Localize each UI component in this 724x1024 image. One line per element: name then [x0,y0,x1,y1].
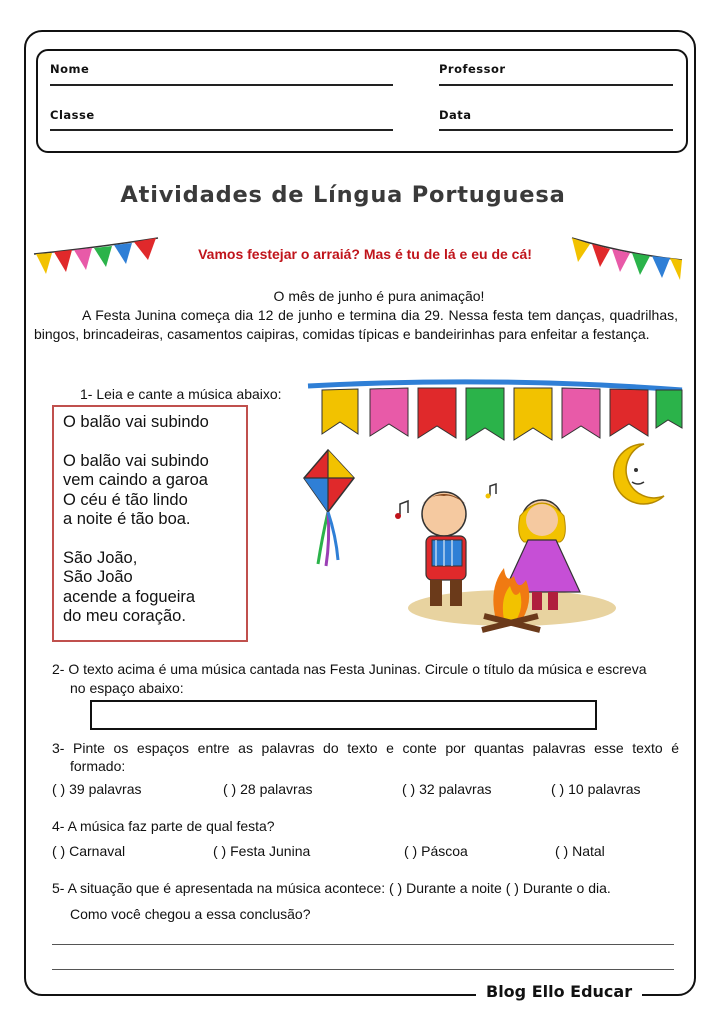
q3-option-39[interactable]: ( ) 39 palavras [52,781,142,797]
question-2-line1: 2- O texto acima é uma música cantada nas Festa Juninas. Circule o título da música e escreva [52,661,647,677]
q4-option-festa-junina[interactable]: ( ) Festa Junina [213,843,311,859]
q3-option-10[interactable]: ( ) 10 palavras [551,781,641,797]
song-line: O céu é tão lindo [63,490,188,509]
festa-junina-dancers-icon [392,480,622,650]
song-line: São João, [63,548,138,567]
question-3-line2: formado: [70,758,126,774]
song-line: do meu coração. [63,607,186,625]
q4-option-natal[interactable]: ( ) Natal [555,843,605,859]
name-line[interactable] [50,84,393,86]
date-line[interactable] [439,129,673,131]
song-line: acende a fogueira [63,587,196,606]
teacher-label: Professor [439,62,506,76]
q4-option-pascoa[interactable]: ( ) Páscoa [404,843,468,859]
q3-option-32[interactable]: ( ) 32 palavras [402,781,492,797]
footer-brand: Blog Ello Educar [476,982,642,1001]
intro-heading: O mês de junho é pura animação! [273,288,485,304]
page-title: Atividades de Língua Portuguesa [120,182,566,208]
class-label: Classe [50,108,95,122]
name-label: Nome [50,62,90,76]
question-5-line1: 5- A situação que é apresentada na música acontece: ( ) Durante a noite ( ) Durante o dia. [52,880,611,896]
song-box [52,405,248,642]
class-line[interactable] [50,129,393,131]
question-3-line1: 3- Pinte os espaços entre as palavras do texto e conte por quantas palavras esse texto é [52,740,679,756]
song-line: São João [63,568,133,586]
answer-line[interactable] [52,944,674,945]
teacher-line[interactable] [439,84,673,86]
subtitle: Vamos festejar o arraiá? Mas é tu de lá e eu de cá! [198,246,532,262]
song-line: O balão vai subindo [63,451,209,470]
question-4-prompt: 4- A música faz parte de qual festa? [52,818,275,834]
student-info-box [36,49,688,153]
answer-line[interactable] [52,969,674,970]
q3-option-28[interactable]: ( ) 28 palavras [223,781,313,797]
bunting-right-icon [570,236,684,282]
song-title-answer-box[interactable] [90,700,597,730]
question-1-prompt: 1- Leia e cante a música abaixo: [80,386,282,402]
intro-paragraph: A Festa Junina começa dia 12 de junho e termina dia 29. Nessa festa tem danças, quadrilhas, bingos, brincadeiras, casamentos caipiras, comidas típicas e bandeirinhas para enfeitar a festança. [34,307,678,342]
song-line: a noite é tão boa. [63,510,191,528]
question-2-line2: no espaço abaixo: [70,680,184,696]
date-label: Data [439,108,472,122]
song-title[interactable]: O balão vai subindo [63,413,209,431]
question-5-line2: Como você chegou a essa conclusão? [70,906,311,922]
q4-option-carnaval[interactable]: ( ) Carnaval [52,843,126,859]
song-line: vem caindo a garoa [63,471,208,489]
bunting-left-icon [34,236,162,280]
kite-icon [300,448,360,568]
